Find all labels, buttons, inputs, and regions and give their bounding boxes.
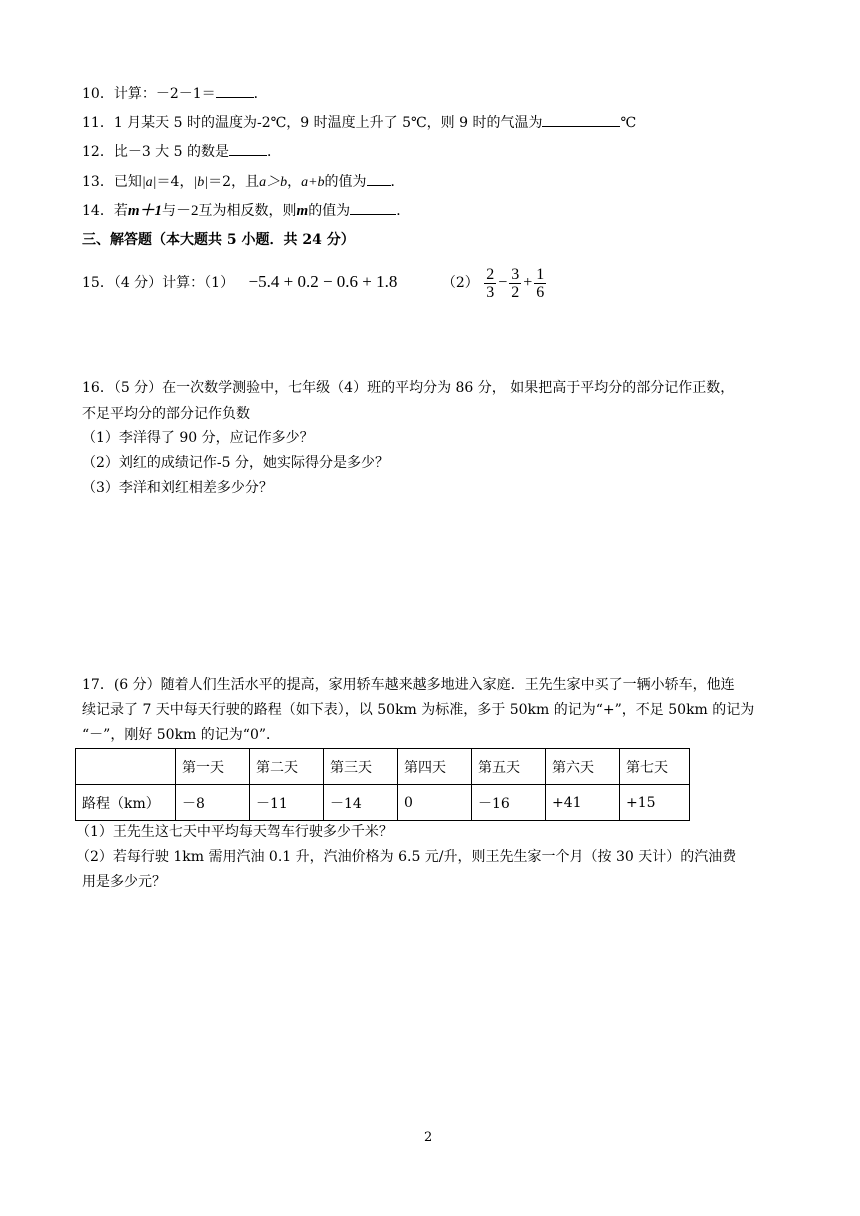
q10-period: ． bbox=[253, 86, 268, 102]
q13-abs-a: |a| bbox=[141, 175, 157, 190]
q13-abs-b: |b| bbox=[193, 175, 209, 190]
table-header-cell: 第四天 bbox=[398, 749, 472, 785]
q14-expr-neg-2: －2 bbox=[176, 203, 199, 219]
q13-answer-blank[interactable] bbox=[367, 171, 391, 186]
q15-frac3-den: 6 bbox=[536, 283, 545, 301]
question-11 bbox=[82, 112, 636, 133]
q14-mid1: 与 bbox=[162, 203, 176, 219]
q13-sum: a+b bbox=[301, 175, 325, 190]
q12-period: ． bbox=[266, 144, 281, 160]
question-12 bbox=[82, 141, 281, 162]
table-cell: +15 bbox=[620, 785, 690, 821]
q15-frac1-num: 2 bbox=[486, 265, 495, 283]
section-3-heading: 三、解答题（本大题共 5 小题．共 24 分） bbox=[82, 232, 355, 248]
mileage-table bbox=[75, 748, 690, 821]
table-cell: 0 bbox=[398, 785, 472, 821]
q10-text: 10．计算：－2－1＝ bbox=[82, 86, 216, 102]
q13-mid1: ＝4， bbox=[156, 174, 194, 190]
q15-part2-label: （2） bbox=[441, 275, 479, 291]
q15-frac3-num: 1 bbox=[536, 265, 545, 283]
table-header-cell: 第五天 bbox=[472, 749, 546, 785]
q15-expression-1: −5.4 + 0.2 − 0.6 + 1.8 bbox=[248, 272, 398, 291]
q14-period: ． bbox=[396, 203, 411, 219]
q14-pre: 14．若 bbox=[82, 203, 128, 219]
q15-frac2-den: 2 bbox=[511, 283, 520, 301]
question-15 bbox=[82, 262, 547, 303]
q13-mid2: ＝2，且 bbox=[208, 174, 260, 190]
table-header-cell: 第三天 bbox=[324, 749, 398, 785]
table-cell: －16 bbox=[472, 785, 546, 821]
q15-fraction-3 bbox=[534, 266, 546, 301]
q17-subquestion-1: （1）王先生这七天中平均每天驾车行驶多少千米？ bbox=[76, 824, 393, 840]
table-header-cell: 第二天 bbox=[250, 749, 324, 785]
q15-op1: − bbox=[498, 274, 508, 291]
q10-answer-blank[interactable] bbox=[216, 83, 254, 98]
page-number: 2 bbox=[424, 1130, 433, 1145]
q11-unit: ℃ bbox=[620, 115, 637, 131]
q13-period: ． bbox=[390, 174, 405, 190]
table-header-cell bbox=[76, 749, 176, 785]
q15-frac1-den: 3 bbox=[486, 283, 495, 301]
q17-subquestion-2-line-1: （2）若每行驶 1km 需用汽油 0.1 升，汽油价格为 6.5 元/升，则王先生家一个月（按 30 天计）的汽油费 bbox=[76, 849, 737, 865]
table-header-cell: 第六天 bbox=[546, 749, 620, 785]
q14-expr-m-plus-1: m＋1 bbox=[127, 203, 162, 219]
q14-post: 的值为 bbox=[308, 203, 351, 219]
q15-fraction-1 bbox=[484, 266, 496, 301]
q15-fraction-2 bbox=[509, 266, 521, 301]
table-header-cell: 第七天 bbox=[620, 749, 690, 785]
q14-var-m: m bbox=[296, 203, 309, 219]
table-cell: +41 bbox=[546, 785, 620, 821]
table-row bbox=[76, 785, 690, 821]
q17-subquestion-2-line-2: 用是多少元？ bbox=[82, 874, 166, 890]
q13-mid3: ， bbox=[287, 174, 302, 190]
q14-answer-blank[interactable] bbox=[350, 200, 396, 215]
q16-line-2: 不足平均分的部分记作负数 bbox=[82, 406, 250, 422]
q13-post: 的值为 bbox=[324, 174, 367, 190]
q16-subquestion-1: （1）李洋得了 90 分，应记作多少？ bbox=[82, 430, 314, 446]
q14-mid2: 互为相反数，则 bbox=[198, 203, 297, 219]
q16-line-1: 16．（5 分）在一次数学测验中，七年级（4）班的平均分为 86 分， 如果把高于平均分的部分记作正数， bbox=[82, 380, 735, 396]
q11-answer-blank[interactable] bbox=[542, 112, 620, 127]
question-14 bbox=[82, 200, 410, 221]
table-cell: －11 bbox=[250, 785, 324, 821]
q16-subquestion-2: （2）刘红的成绩记作-5 分，她实际得分是多少？ bbox=[82, 455, 389, 471]
table-header-row bbox=[76, 749, 690, 785]
table-cell: －14 bbox=[324, 785, 398, 821]
question-13 bbox=[82, 171, 405, 193]
question-10 bbox=[82, 83, 268, 104]
q17-line-1: 17．(6 分）随着人们生活水平的提高，家用轿车越来越多地进入家庭．王先生家中买了一辆小轿车，他连 bbox=[82, 677, 735, 693]
q15-frac2-num: 3 bbox=[511, 265, 520, 283]
q16-subquestion-3: （3）李洋和刘红相差多少分？ bbox=[82, 480, 273, 496]
q12-text: 12．比－3 大 5 的数是 bbox=[82, 144, 229, 160]
q11-text: 11．1 月某天 5 时的温度为-2℃，9 时温度上升了 5℃，则 9 时的气温为 bbox=[82, 115, 543, 131]
q15-op2: + bbox=[523, 274, 533, 291]
table-cell: －8 bbox=[176, 785, 250, 821]
q15-text: 15．（4 分）计算：（1） bbox=[82, 275, 235, 291]
q13-condition: a＞b bbox=[259, 175, 288, 190]
q13-pre: 13．已知 bbox=[82, 174, 142, 190]
table-header-cell: 第一天 bbox=[176, 749, 250, 785]
q17-line-3: “－”，刚好 50km 的记为“0”． bbox=[82, 727, 281, 743]
q12-answer-blank[interactable] bbox=[229, 141, 267, 156]
q17-line-2: 续记录了 7 天中每天行驶的路程（如下表），以 50km 为标准，多于 50km 的记为“+”，不足 50km 的记为 bbox=[82, 702, 755, 718]
table-cell: 路程（km） bbox=[76, 785, 176, 821]
